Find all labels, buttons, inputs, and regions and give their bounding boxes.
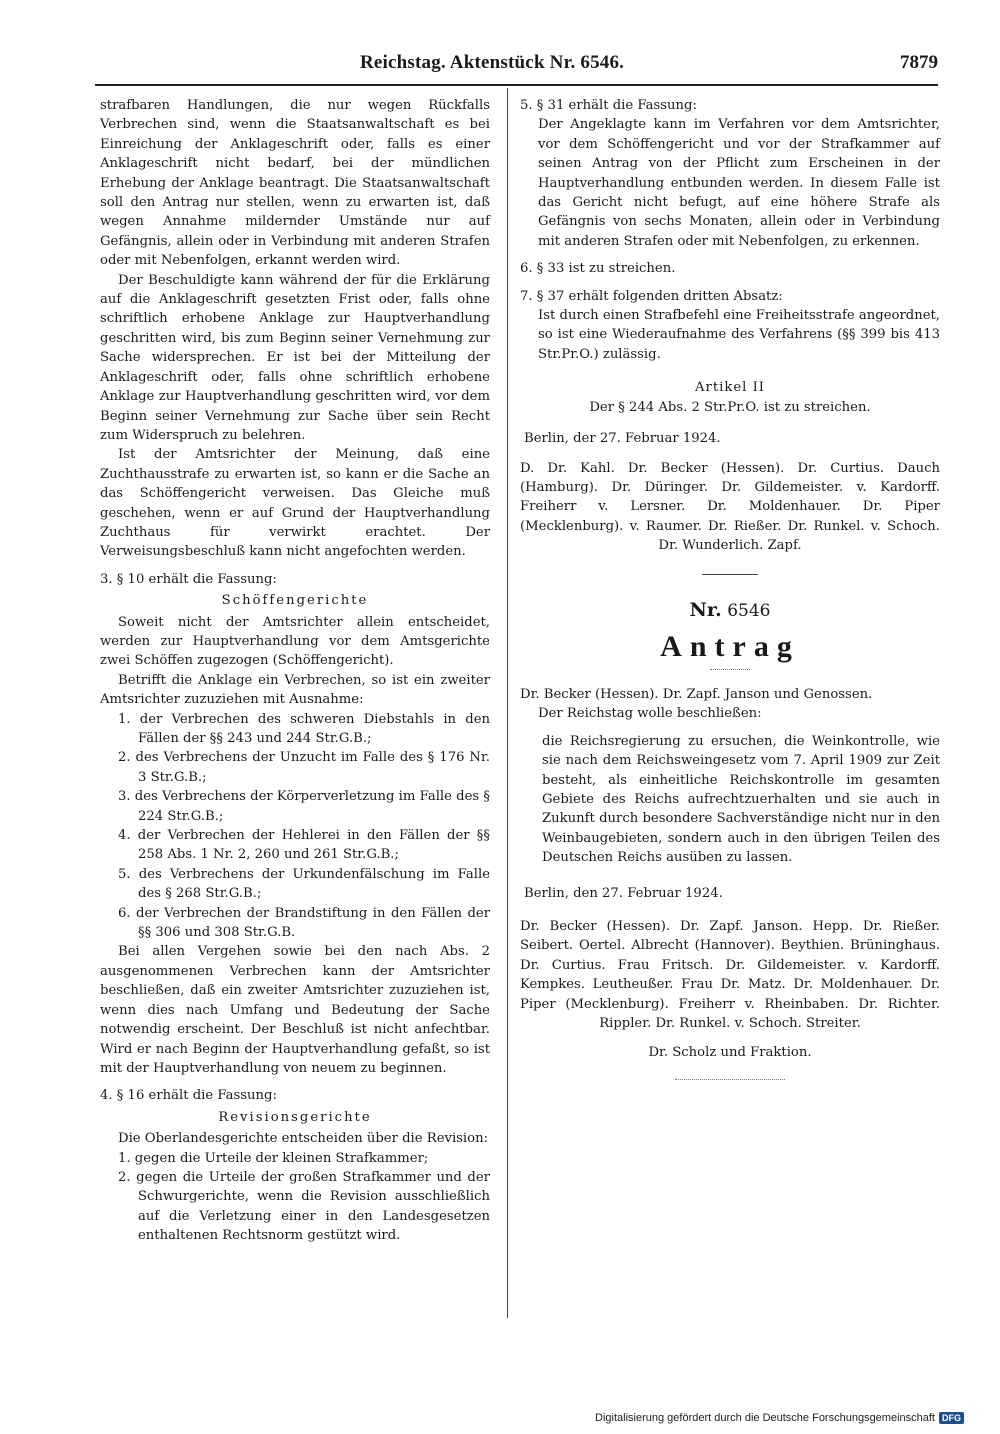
dfg-logo: DFG bbox=[939, 1412, 964, 1424]
title-rule bbox=[710, 669, 750, 671]
footer bbox=[595, 1412, 964, 1424]
exception-list bbox=[100, 710, 490, 943]
paragraph: Die Oberlandesgerichte entscheiden über die Revision: bbox=[118, 1131, 489, 1147]
number-value: 6546 bbox=[727, 600, 771, 621]
paragraph: Ist der Amtsrichter der Meinung, daß eine Zuchthausstrafe zu erwarten ist, so kann er die Sache an das Schöffengericht verweisen. Das Gleiche muß geschehen, wenn er auf Grund der Hauptverhandlung Zuchthaus für verwirkt erachtet. Der Verweisungsbeschluß kann nicht angefochten werden. bbox=[100, 447, 490, 560]
section-heading: Schöffengerichte bbox=[221, 593, 369, 609]
column-divider bbox=[507, 88, 508, 1318]
section-divider bbox=[702, 574, 758, 575]
signatories: D. Dr. Kahl. Dr. Becker (Hessen). Dr. Curtius. Dauch (Hamburg). Dr. Düringer. Dr. Gildemeister. v. Kardorff. Freiherr v. Lersner. Dr. Moldenhauer. Dr. Piper (Mecklenburg). v. Raumer. Dr. Rießer. Dr. Runkel. v. Schoch. Dr. Wunderlich. Zapf. bbox=[520, 460, 940, 554]
paragraph: strafbaren Handlungen, die nur wegen Rückfalls Verbrechen sind, wenn die Staatsanwaltschaft es bei Einreichung der Anklageschrift oder, falls es einer Anklageschrift nicht bedarf, bei der mündlichen Erhebung der Anklage beantragt. Die Staatsanwaltschaft soll den Antrag nur stellen, wenn zu erwarten ist, daß wegen Annahme mildernder Umstände nur auf Gefängnis, allein oder in Verbindung mit anderen Strafen oder mit Nebenfolgen, erkannt werden wird. bbox=[100, 98, 490, 269]
end-rule bbox=[675, 1079, 785, 1081]
paragraph: Bei allen Vergehen sowie bei den nach Abs. 2 ausgenommenen Verbrechen kann der Amtsrichter beschließen, daß ein zweiter Amtsrichter zuzuziehen ist, wenn dies nach Umfang und Bedeutung der Sache notwendig erscheint. Der Beschluß ist nicht anfechtbar. Wird er nach Beginn der Hauptverhandlung gefaßt, so ist mit der Hauptverhandlung von neuem zu beginnen. bbox=[100, 944, 490, 1076]
resolution-intro: Der Reichstag wolle beschließen: bbox=[538, 706, 762, 722]
list-item: 2. des Verbrechens der Unzucht im Falle des § 176 Nr. 3 Str.G.B.; bbox=[118, 750, 490, 785]
page-number: 7879 bbox=[900, 52, 938, 73]
header-title: Reichstag. Aktenstück Nr. 6546. bbox=[360, 52, 625, 73]
list-item: 5. des Verbrechens der Urkundenfälschung im Falle des § 268 Str.G.B.; bbox=[118, 866, 490, 902]
document-type-title: Antrag bbox=[660, 629, 800, 663]
article-text: Der § 244 Abs. 2 Str.Pr.O. ist zu streichen. bbox=[589, 399, 871, 415]
number-label: Nr. bbox=[689, 598, 722, 621]
amendment-item-7: 7. § 37 erhält folgenden dritten Absatz: bbox=[520, 288, 783, 304]
revision-list bbox=[100, 1149, 490, 1246]
movers-line: Dr. Becker (Hessen). Dr. Zapf. Janson und Genossen. bbox=[520, 686, 873, 702]
signatories: Dr. Becker (Hessen). Dr. Zapf. Janson. Hepp. Dr. Rießer. Seibert. Oertel. Albrecht (Hannover). Beythien. Brüninghaus. Dr. Curtius. Frau Fritsch. Dr. Gildemeister. v. Kardorff. Kempkes. Leutheußer. Frau Dr. Matz. Dr. Moldenhauer. Dr. Piper (Mecklenburg). Freiherr v. Rheinbaben. Dr. Richter. Rippler. Dr. Runkel. v. Schoch. Streiter. bbox=[520, 919, 940, 1032]
section-heading: Revisionsgerichte bbox=[218, 1109, 372, 1125]
list-item: 1. der Verbrechen des schweren Diebstahls in den Fällen der §§ 243 und 244 Str.G.B.; bbox=[118, 711, 490, 746]
article-heading: Artikel II bbox=[695, 380, 765, 396]
paragraph: Ist durch einen Strafbefehl eine Freiheitsstrafe angeordnet, so ist eine Wiederaufnahme des Verfahrens (§§ 399 bis 413 Str.Pr.O.) zulässig. bbox=[538, 308, 940, 362]
paragraph: Betrifft die Anklage ein Verbrechen, so ist ein zweiter Amtsrichter zuzuziehen mit Ausnahme: bbox=[100, 672, 490, 708]
date-line: Berlin, den 27. Februar 1924. bbox=[524, 885, 723, 901]
date-line: Berlin, der 27. Februar 1924. bbox=[524, 431, 721, 447]
list-item: 4. der Verbrechen der Hehlerei in den Fällen der §§ 258 Abs. 1 Nr. 2, 260 und 261 Str.G.B.; bbox=[118, 828, 490, 863]
funding-note: Digitalisierung gefördert durch die Deutsche Forschungsgemeinschaft bbox=[595, 1412, 935, 1424]
list-item: 1. gegen die Urteile der kleinen Strafkammer; bbox=[118, 1150, 429, 1166]
left-column bbox=[100, 96, 490, 1246]
paragraph: Der Angeklagte kann im Verfahren vor dem Amtsrichter, vor dem Schöffengericht und vor der Strafkammer auf seinen Antrag von der Pflicht zum Erscheinen in der Hauptverhandlung entbunden werden. In diesem Falle ist das Gericht nicht befugt, auf eine höhere Strafe als Gefängnis von sechs Monaten, allein oder in Verbindung mit anderen Strafen oder mit Nebenfolgen, zu erkennen. bbox=[538, 117, 940, 249]
list-item: 3. des Verbrechens der Körperverletzung im Falle des § 224 Str.G.B.; bbox=[118, 789, 490, 824]
amendment-item-3: 3. § 10 erhält die Fassung: bbox=[100, 571, 277, 587]
list-item: 6. der Verbrechen der Brandstiftung in den Fällen der §§ 306 und 308 Str.G.B. bbox=[118, 905, 490, 941]
amendment-item-6: 6. § 33 ist zu streichen. bbox=[520, 261, 676, 277]
amendment-item-5: 5. § 31 erhält die Fassung: bbox=[520, 98, 697, 113]
right-column bbox=[520, 96, 940, 1095]
paragraph: Soweit nicht der Amtsrichter allein entscheidet, werden zur Hauptverhandlung vor dem Amtsgerichte zwei Schöffen zugezogen (Schöffengericht). bbox=[100, 614, 490, 669]
list-item: 2. gegen die Urteile der großen Strafkammer und der Schwurgerichte, wenn die Revision ausschließlich auf die Verletzung einer in den Landesgesetzen enthaltenen Rechtsnorm gestützt wird. bbox=[118, 1169, 490, 1244]
motion-text: die Reichsregierung zu ersuchen, die Weinkontrolle, wie sie nach dem Reichsweingesetz vom 7. April 1909 zur Zeit besteht, als einheitliche Reichskontrolle im gesamten Gebiete des Reichs aufrechtzuerhalten und sie auch in Zukunft durch besondere Sachverständige nicht nur in den Weinbaugebieten, sondern auch in den übrigen Teilen des Deutschen Reichs ausüben zu lassen. bbox=[542, 733, 940, 866]
document-number bbox=[520, 598, 940, 621]
amendment-item-4: 4. § 16 erhält die Fassung: bbox=[100, 1088, 277, 1104]
paragraph: Der Beschuldigte kann während der für die Erklärung auf die Anklageschrift gesetzten Frist oder, falls ohne schriftlich erhobene Anklage zur Hauptverhandlung geschritten wird, bis zum Beginn seiner Vernehmung zur Sache widersprechen. Er ist bei der Mitteilung der Anklageschrift oder, falls ohne schriftlich erhobene Anklage zur Hauptverhandlung geschritten wird, vor dem Beginn seiner Vernehmung zur Sache über sein Recht zum Widerspruch zu belehren. bbox=[100, 272, 490, 443]
closing-line: Dr. Scholz und Fraktion. bbox=[648, 1045, 812, 1061]
page-header bbox=[95, 44, 938, 86]
